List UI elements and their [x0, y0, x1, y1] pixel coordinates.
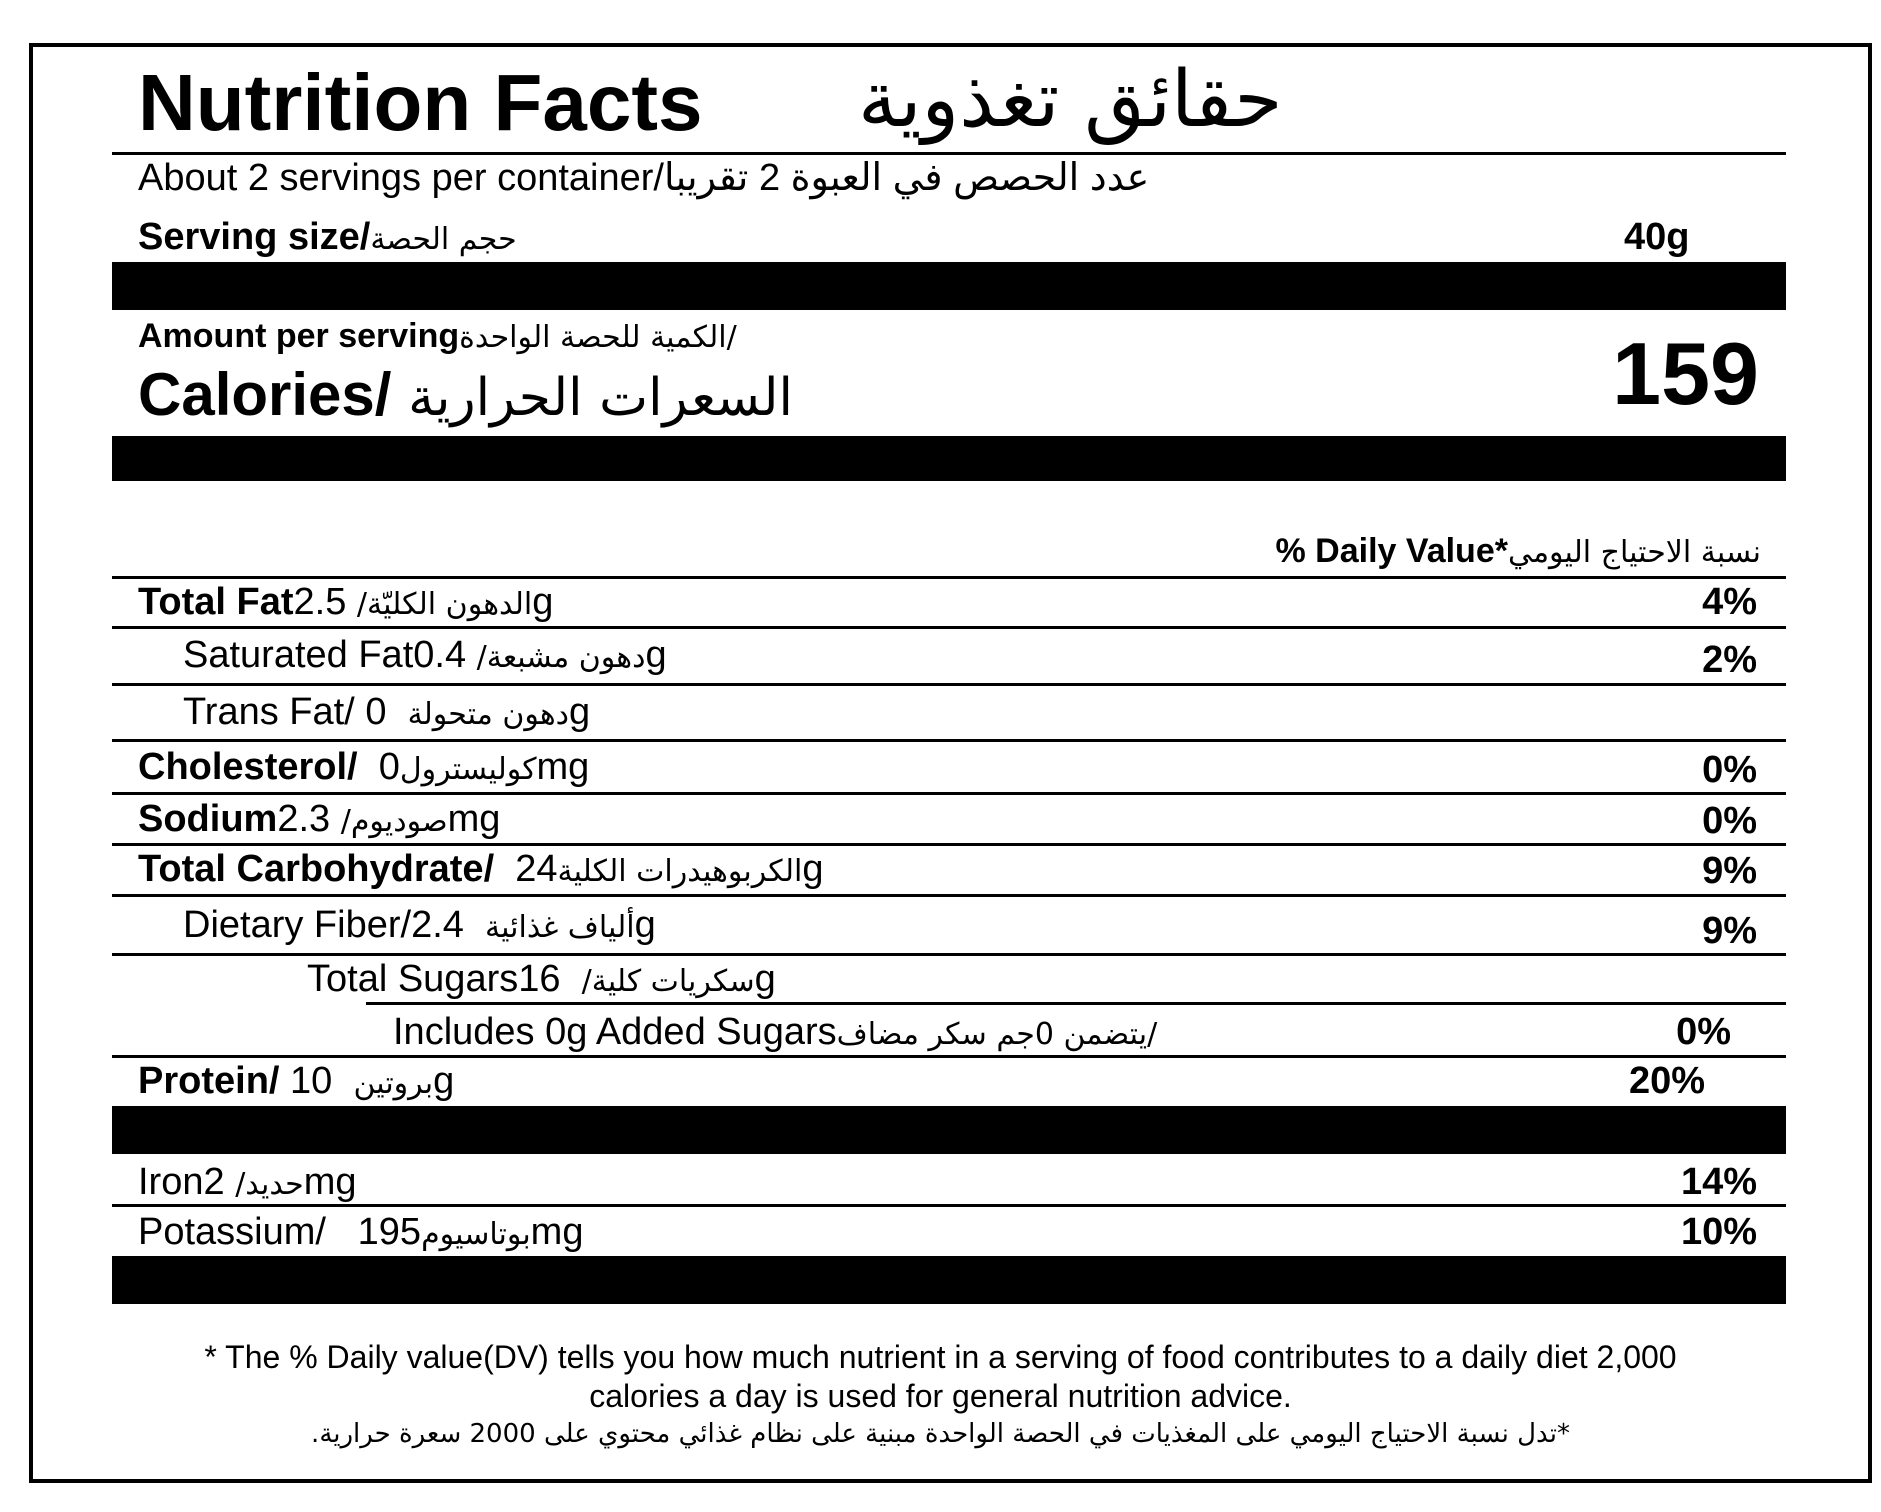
- nutrient-total-sugars: Total Sugars سكريات كلية/ 16g: [307, 958, 776, 1000]
- dv-added-sugars: 0%: [1676, 1011, 1731, 1053]
- calories-value: 159: [1612, 324, 1759, 423]
- thick-divider: [112, 262, 1786, 310]
- dv-protein: 20%: [1628, 1060, 1705, 1102]
- nutrient-added-sugars: Includes 0g Added Sugarsيتضمن 0جم سكر مضاف/: [393, 1011, 1158, 1053]
- dv-dietary-fiber: 9%: [1702, 910, 1757, 952]
- nutrient-cholesterol: Cholesterol/ كوليسترول0mg: [138, 746, 590, 788]
- calories-label: Calories/ السعرات الحرارية: [138, 361, 793, 428]
- divider: [112, 894, 1786, 897]
- divider: [112, 792, 1786, 795]
- nutrient-trans-fat: Trans Fat/ دهون متحولة 0g: [183, 691, 591, 733]
- amount-per-serving: Amount per servingالكمية للحصة الواحدة/: [138, 317, 737, 355]
- thick-divider: [112, 1256, 1786, 1304]
- title-ar: حقائق تغذوية: [858, 55, 1283, 145]
- divider: [112, 1204, 1786, 1207]
- divider: [112, 576, 1786, 579]
- dv-potassium: 10%: [1680, 1211, 1757, 1253]
- nutrient-sodium: Sodium صوديوم/ 2.3mg: [138, 798, 501, 840]
- dv-iron: 14%: [1680, 1161, 1757, 1203]
- dv-total-fat: 4%: [1702, 581, 1757, 623]
- dv-saturated-fat: 2%: [1702, 639, 1757, 681]
- dv-cholesterol: 0%: [1702, 749, 1757, 791]
- mineral-potassium: Potassium/ بوتاسيوم195mg: [138, 1211, 584, 1253]
- dv-total-carbohydrate: 9%: [1702, 850, 1757, 892]
- dv-sodium: 0%: [1702, 800, 1757, 842]
- nutrient-total-carbohydrate: Total Carbohydrate/ الكربوهيدرات الكلية24g: [138, 848, 824, 890]
- mineral-iron: Iron حديد/ 2mg: [138, 1161, 357, 1203]
- divider: [112, 739, 1786, 742]
- title-en: Nutrition Facts: [138, 58, 703, 147]
- divider: [112, 1055, 1786, 1058]
- divider: [112, 626, 1786, 629]
- nutrient-saturated-fat: Saturated Fat دهون مشبعة/ 0.4g: [183, 634, 667, 676]
- serving-size-label: Serving size/حجم الحصة: [138, 216, 517, 258]
- thick-divider: [112, 1106, 1786, 1154]
- divider: [366, 1002, 1786, 1005]
- footnote-ar: .تدل نسبة الاحتياج اليومي على المغذيات في الحصة الواحدة مبنية على نظام غذائي محتوي على 2000 سعرة حرارية*: [311, 1419, 1570, 1449]
- thick-divider: [112, 436, 1786, 481]
- footnote-en-line2: calories a day is used for general nutrition advice.: [589, 1378, 1292, 1414]
- divider: [112, 843, 1786, 846]
- nutrient-dietary-fiber: Dietary Fiber/ ألياف غذائية 2.4g: [183, 904, 656, 946]
- nutrient-protein: Protein/ بروتين 10g: [138, 1060, 455, 1102]
- divider: [112, 683, 1786, 686]
- divider: [112, 152, 1786, 155]
- footnote-en-line1: * The % Daily value(DV) tells you how much nutrient in a serving of food contributes to a daily diet 2,000: [204, 1339, 1677, 1375]
- serving-size-value: 40g: [1624, 216, 1690, 258]
- divider: [112, 953, 1786, 956]
- daily-value-header: % Daily Value*نسبة الاحتياج اليومي: [1275, 532, 1761, 570]
- servings-per-container: About 2 servings per container/عدد الحصص في العبوة 2 تقريبا: [138, 157, 1150, 199]
- nutrient-total-fat: Total Fat الدهون الكليّة/ 2.5g: [138, 581, 554, 623]
